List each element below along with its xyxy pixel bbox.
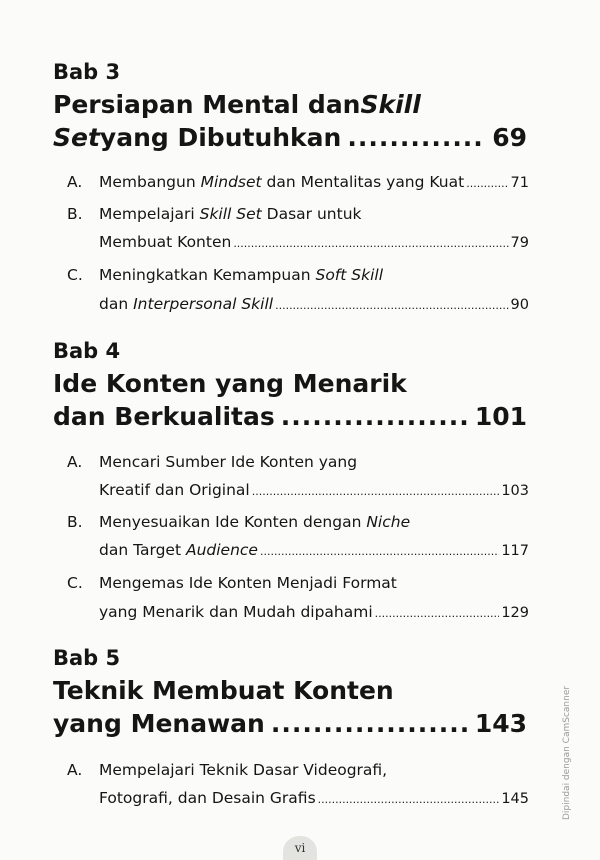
- chapter-title-text: yang Dibutuhkan: [99, 123, 342, 152]
- dot-leader: [281, 404, 469, 429]
- section-page-number: 79: [510, 235, 529, 251]
- dot-leader: [260, 546, 499, 557]
- section-text: Meningkatkan Kemampuan Soft Skill: [99, 266, 384, 284]
- chapter-title-text: Ide Konten yang Menarik: [53, 369, 407, 398]
- chapter-label: Bab 4: [53, 339, 121, 363]
- section-text: dan Interpersonal Skill: [99, 295, 274, 313]
- dot-leader: [275, 300, 508, 311]
- chapter-title-text: dan Berkualitas: [53, 402, 275, 431]
- chapter-title-line: [53, 92, 527, 117]
- scanner-watermark: Dipindai dengan CamScanner: [562, 685, 572, 820]
- section-letter: A.: [67, 173, 83, 191]
- section-letter: A.: [67, 761, 83, 779]
- section-text: Membangun Mindset dan Mentalitas yang Kuat: [99, 173, 465, 191]
- chapter-label: Bab 5: [53, 646, 121, 670]
- section-entry-line2: [99, 235, 529, 251]
- dot-leader: [318, 794, 500, 805]
- section-text: Mengemas Ide Konten Menjadi Format: [99, 574, 397, 592]
- section-text: Menyesuaikan Ide Konten dengan Niche: [99, 513, 411, 531]
- dot-leader: [233, 238, 508, 249]
- section-letter: A.: [67, 453, 83, 471]
- section-entry-line1: [99, 763, 529, 779]
- chapter-title-line: [53, 711, 527, 736]
- dot-leader: [347, 125, 486, 150]
- chapter-title-line: [53, 371, 527, 396]
- section-text: dan Target Audience: [99, 541, 258, 559]
- dot-leader: [252, 486, 500, 497]
- section-entry-line2: [99, 297, 529, 313]
- chapter-label: Bab 3: [53, 60, 121, 84]
- chapter-page-number: 69: [492, 123, 527, 152]
- section-page-number: 129: [501, 605, 529, 621]
- section-letter: B.: [67, 205, 83, 223]
- section-entry-line2: [99, 791, 529, 807]
- chapter-title-text: yang Menawan: [53, 709, 265, 738]
- section-entry-line2: [99, 605, 529, 621]
- section-text: Kreatif dan Original: [99, 481, 250, 499]
- section-entry-line1: [99, 207, 529, 223]
- section-page-number: 117: [501, 543, 529, 559]
- chapter-title-italic: Set: [53, 123, 100, 152]
- section-text: yang Menarik dan Mudah dipahami: [99, 603, 373, 621]
- chapter-title-italic: Skill: [360, 90, 421, 119]
- section-entry-line1: [99, 455, 529, 471]
- section-letter: C.: [67, 266, 83, 284]
- section-text: Membuat Konten: [99, 233, 232, 251]
- section-entry-line1: [99, 268, 529, 284]
- section-entry-line2: [99, 483, 529, 499]
- section-entry-line1: [99, 576, 529, 592]
- chapter-title-line: [53, 125, 527, 150]
- section-letter: C.: [67, 574, 83, 592]
- chapter-page-number: 101: [474, 402, 527, 431]
- chapter-title-text: Persiapan Mental dan: [53, 90, 361, 119]
- section-text: Mempelajari Teknik Dasar Videografi,: [99, 761, 388, 779]
- section-text: Mempelajari Skill Set Dasar untuk: [99, 205, 362, 223]
- section-page-number: 103: [501, 483, 529, 499]
- dot-leader: [466, 178, 508, 189]
- chapter-title-text: Teknik Membuat Konten: [53, 676, 394, 705]
- dot-leader: [271, 711, 469, 736]
- section-page-number: 71: [510, 175, 529, 191]
- chapter-title-line: [53, 678, 527, 703]
- section-text: Mencari Sumber Ide Konten yang: [99, 453, 358, 471]
- chapter-page-number: 143: [474, 709, 527, 738]
- section-page-number: 90: [510, 297, 529, 313]
- section-text: Fotografi, dan Desain Grafis: [99, 789, 316, 807]
- section-entry: [99, 175, 529, 191]
- section-entry-line1: [99, 515, 529, 531]
- chapter-title-line: [53, 404, 527, 429]
- section-page-number: 145: [501, 791, 529, 807]
- section-entry-line2: [99, 543, 529, 559]
- page-number-footer: vi: [283, 836, 317, 860]
- dot-leader: [375, 608, 500, 619]
- section-letter: B.: [67, 513, 83, 531]
